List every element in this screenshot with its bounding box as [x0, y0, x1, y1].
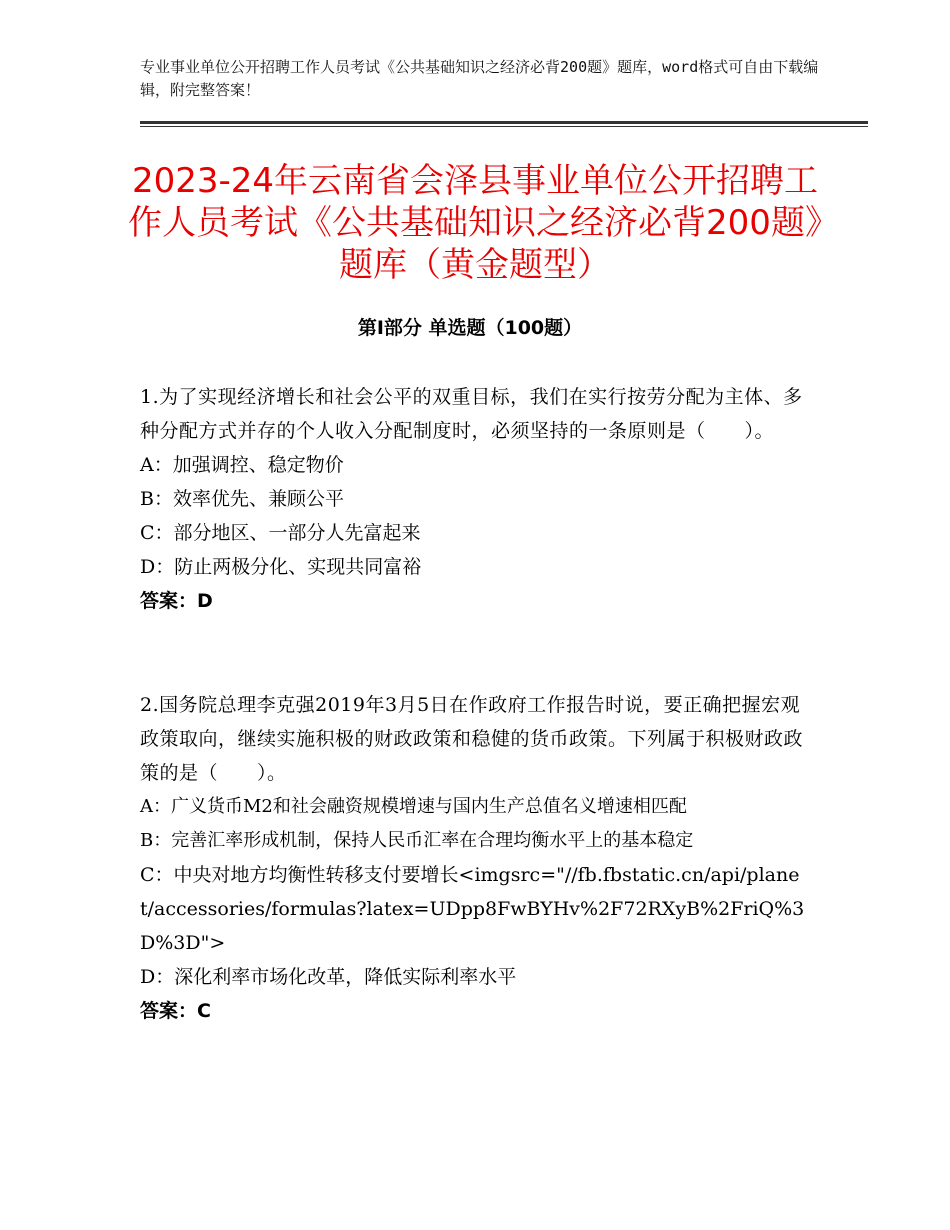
option-b: B：效率优先、兼顾公平 [140, 488, 344, 510]
option-c: C：中央对地方均衡性转移支付要增长<imgsrc="//fb.fbstatic.cn/api/planet/accessories/formulas?latex=UDpp8FwBYHv%2F72RXyB%2FriQ%3D%3D"> [140, 864, 805, 954]
option-a: A：广义货币M2和社会融资规模增速与国内生产总值名义增速相匹配 [140, 796, 687, 817]
answer-line: 答案：C [140, 1000, 211, 1022]
question-stem: 2.国务院总理李克强2019年3月5日在作政府工作报告时说，要正确把握宏观政策取向，继续实施积极的财政政策和稳健的货币政策。下列属于积极财政政策的是（ ）。 [140, 694, 804, 784]
section-heading: 第Ⅰ部分 单选题（100题） [357, 317, 583, 339]
option-b: B：完善汇率形成机制，保持人民币汇率在合理均衡水平上的基本稳定 [140, 830, 694, 851]
question-block [140, 380, 810, 618]
header-divider-thick [140, 121, 868, 124]
option-d: D：深化利率市场化改革，降低实际利率水平 [140, 966, 517, 988]
option-d: D：防止两极分化、实现共同富裕 [140, 556, 422, 578]
document-title: 2023-24年云南省会泽县事业单位公开招聘工作人员考试《公共基础知识之经济必背200题》题库（黄金题型） [128, 161, 822, 285]
answer-line: 答案：D [140, 590, 213, 612]
header-divider-thin [140, 126, 868, 127]
question-stem: 1.为了实现经济增长和社会公平的双重目标，我们在实行按劳分配为主体、多种分配方式并存的个人收入分配制度时，必须坚持的一条原则是（ ）。 [140, 386, 803, 442]
option-a: A：加强调控、稳定物价 [140, 454, 344, 476]
header-note: 专业事业单位公开招聘工作人员考试《公共基础知识之经济必背200题》题库，word格式可自由下载编辑，附完整答案！ [140, 58, 819, 99]
option-c: C：部分地区、一部分人先富起来 [140, 522, 421, 544]
question-block [140, 688, 810, 1028]
